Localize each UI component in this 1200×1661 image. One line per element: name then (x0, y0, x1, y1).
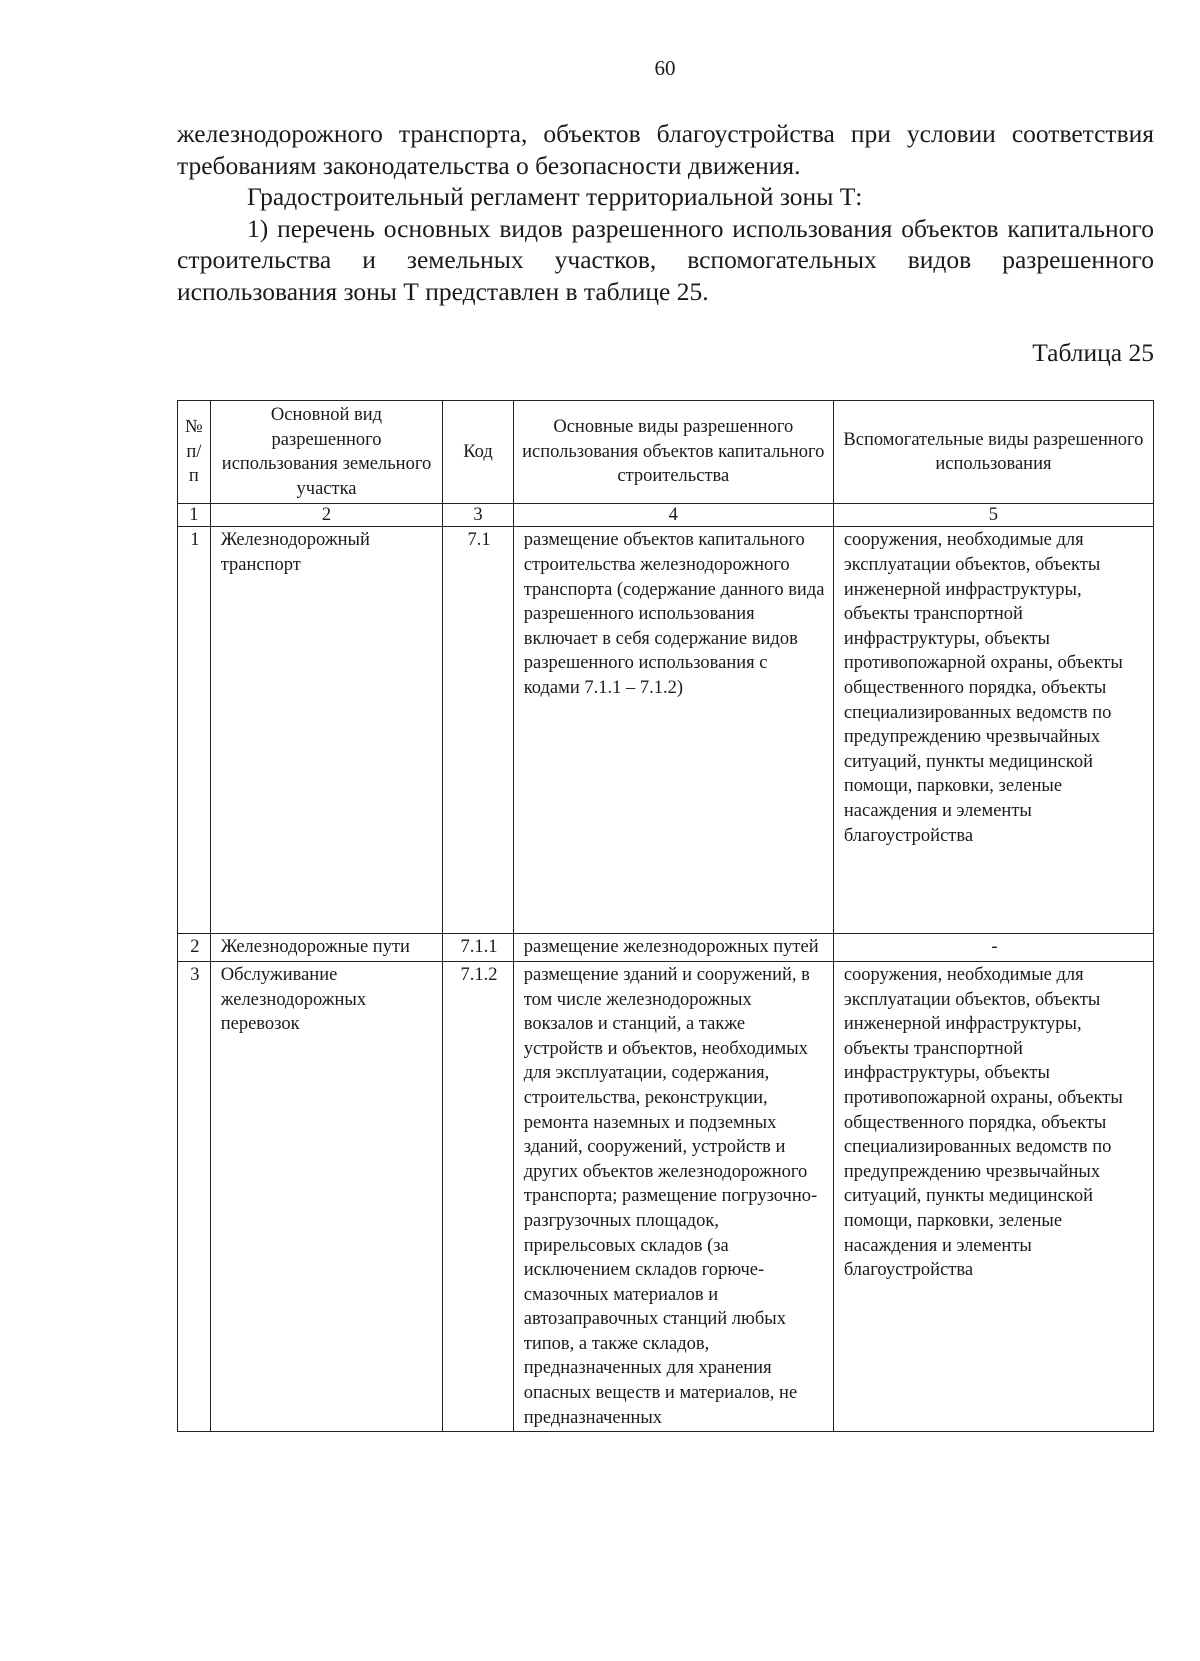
column-number: 4 (513, 504, 833, 527)
header-main-land-use: Основной вид разрешенного использования земельного участка (210, 401, 443, 504)
regulation-table (177, 400, 1154, 1432)
row-number: 1 (178, 527, 211, 934)
row-auxiliary-use: сооружения, необходимые для эксплуатации объектов, объекты инженерной инфраструктуры, объекты транспортной инфраструктуры, объекты противопожарной охраны, объекты общественного порядка, объекты специализированных ведомств по предупреждению чрезвычайных ситуаций, пункты медицинской помощи, парковки, зеленые насаждения и элементы благоустройства (833, 961, 1153, 1431)
row-number: 3 (178, 961, 211, 1431)
header-code: Код (443, 401, 513, 504)
table-row (178, 934, 1154, 962)
table-row (178, 527, 1154, 934)
table-caption: Таблица 25 (1032, 338, 1154, 367)
row-auxiliary-use: - (833, 934, 1153, 962)
row-code: 7.1.1 (443, 934, 513, 962)
row-land-use-type: Железнодорожные пути (210, 934, 443, 962)
row-code: 7.1.2 (443, 961, 513, 1431)
paragraph-continuation: железнодорожного транспорта, объектов благоустройства при условии соответствия требованиям законодательства о безопасности движения. (177, 119, 1154, 180)
table-row (178, 961, 1154, 1431)
row-main-use: размещение железнодорожных путей (513, 934, 833, 962)
row-number: 2 (178, 934, 211, 962)
column-number: 2 (210, 504, 443, 527)
row-code: 7.1 (443, 527, 513, 934)
row-main-use: размещение объектов капитального строительства железнодорожного транспорта (содержание данного вида разрешенного использования включает в себя содержание видов разрешенного использования с кодами 7.1.1 – 7.1.2) (513, 527, 833, 934)
table-header-row (178, 401, 1154, 504)
page-number: 60 (654, 56, 676, 80)
paragraph-list-item: 1) перечень основных видов разрешенного использования объектов капитального строительства и земельных участков, вспомогательных видов разрешенного использования зоны Т представлен в таблице 25. (177, 213, 1154, 306)
header-number: № п/п (178, 401, 211, 504)
row-land-use-type: Обслуживание железнодорожных перевозок (210, 961, 443, 1431)
body-text (177, 118, 1154, 307)
row-main-use: размещение зданий и сооружений, в том числе железнодорожных вокзалов и станций, а также устройств и объектов, необходимых для эксплуатации, содержания, строительства, реконструкции, ремонта наземных и подземных зданий, сооружений, устройств и других объектов железнодорожного транспорта; размещение погрузочно-разгрузочных площадок, прирельсовых складов (за исключением складов горюче-смазочных материалов и автозаправочных станций любых типов, а также складов, предназначенных для хранения опасных веществ и материалов, не предназначенных (513, 961, 833, 1431)
paragraph-zone-heading: Градостроительный регламент территориальной зоны Т: (247, 182, 863, 211)
column-number-row (178, 504, 1154, 527)
header-main-construction-use: Основные виды разрешенного использования объектов капитального строительства (513, 401, 833, 504)
row-auxiliary-use: сооружения, необходимые для эксплуатации объектов, объекты инженерной инфраструктуры, объекты транспортной инфраструктуры, объекты противопожарной охраны, объекты общественного порядка, объекты специализированных ведомств по предупреждению чрезвычайных ситуаций, пункты медицинской помощи, парковки, зеленые насаждения и элементы благоустройства (833, 527, 1153, 934)
column-number: 5 (833, 504, 1153, 527)
header-auxiliary-use: Вспомогательные виды разрешенного использования (833, 401, 1153, 504)
column-number: 3 (443, 504, 513, 527)
column-number: 1 (178, 504, 211, 527)
row-land-use-type: Железнодорожный транспорт (210, 527, 443, 934)
